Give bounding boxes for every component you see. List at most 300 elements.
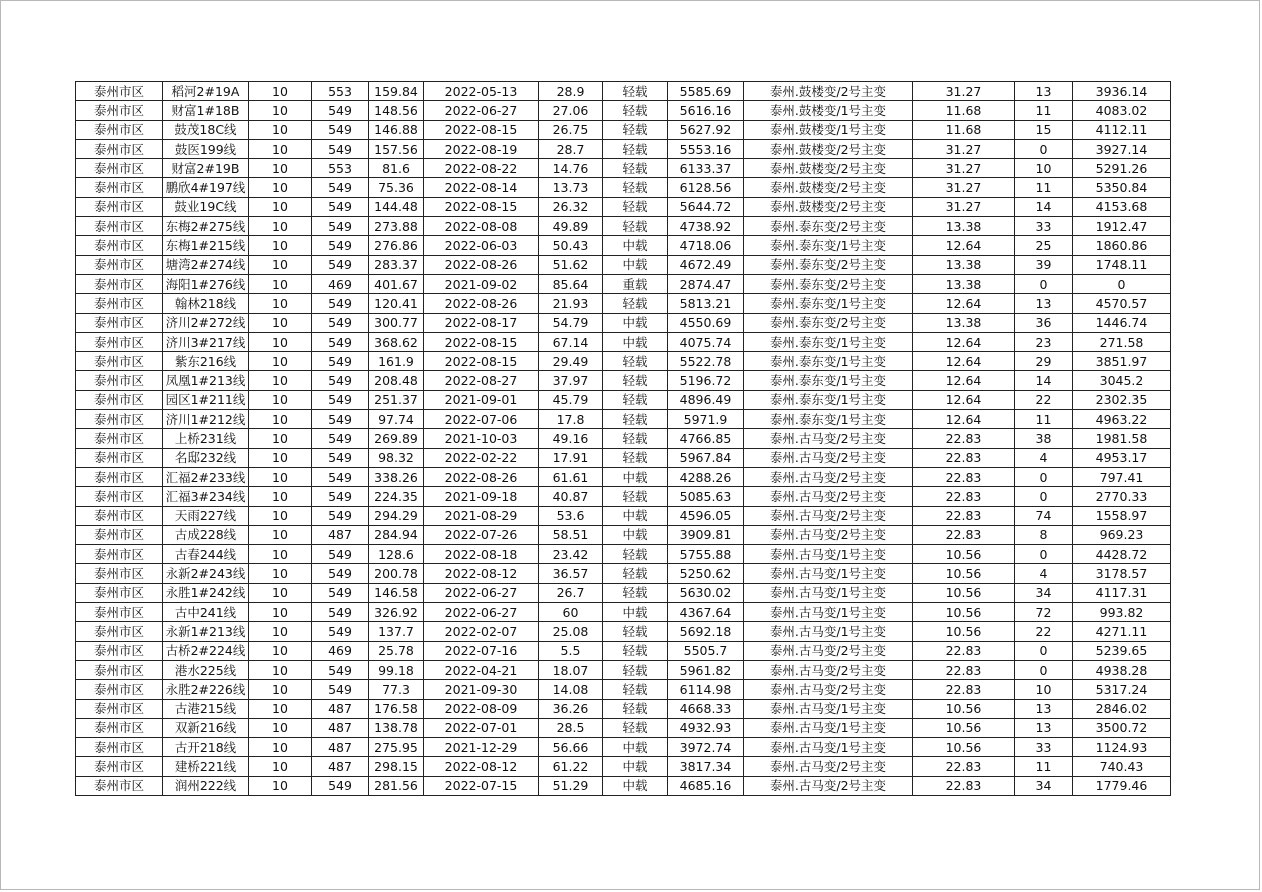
max-load-cell: 128.6: [369, 545, 424, 564]
voltage-cell: 10: [249, 332, 312, 351]
remaining-capacity-cell: 4083.02: [1073, 101, 1171, 120]
transformer-load-rate-cell: 10.56: [913, 603, 1015, 622]
load-status-cell: 轻载: [603, 429, 668, 448]
load-rate-cell: 5.5: [539, 641, 603, 660]
max-load-cell: 251.37: [369, 390, 424, 409]
line-name-cell: 东梅2#275线: [163, 217, 249, 236]
available-capacity-cell: 5644.72: [668, 197, 744, 216]
line-name-cell: 名邸232线: [163, 448, 249, 467]
available-capacity-cell: 3817.34: [668, 757, 744, 776]
date-cell: 2022-08-26: [424, 294, 539, 313]
transformer-cell: 泰州.泰东变/2号主变: [744, 217, 913, 236]
rated-capacity-cell: 487: [312, 525, 369, 544]
remaining-capacity-cell: 5291.26: [1073, 159, 1171, 178]
load-status-cell: 轻载: [603, 178, 668, 197]
count-cell: 25: [1015, 236, 1073, 255]
load-status-cell: 轻载: [603, 101, 668, 120]
table-row: [76, 641, 1171, 660]
load-rate-cell: 17.91: [539, 448, 603, 467]
remaining-capacity-cell: 1981.58: [1073, 429, 1171, 448]
max-load-cell: 144.48: [369, 197, 424, 216]
transformer-load-rate-cell: 10.56: [913, 738, 1015, 757]
remaining-capacity-cell: 1860.86: [1073, 236, 1171, 255]
table-row: [76, 313, 1171, 332]
table-row: [76, 660, 1171, 679]
load-status-cell: 轻载: [603, 641, 668, 660]
available-capacity-cell: 5755.88: [668, 545, 744, 564]
date-cell: 2022-06-27: [424, 583, 539, 602]
transformer-load-rate-cell: 10.56: [913, 545, 1015, 564]
transformer-cell: 泰州.古马变/1号主变: [744, 545, 913, 564]
region-cell: 泰州市区: [76, 82, 163, 101]
available-capacity-cell: 5250.62: [668, 564, 744, 583]
load-rate-cell: 27.06: [539, 101, 603, 120]
rated-capacity-cell: 553: [312, 159, 369, 178]
transformer-load-rate-cell: 22.83: [913, 776, 1015, 795]
load-status-cell: 轻载: [603, 352, 668, 371]
available-capacity-cell: 6133.37: [668, 159, 744, 178]
date-cell: 2021-08-29: [424, 506, 539, 525]
voltage-cell: 10: [249, 217, 312, 236]
remaining-capacity-cell: 1446.74: [1073, 313, 1171, 332]
region-cell: 泰州市区: [76, 429, 163, 448]
line-name-cell: 园区1#211线: [163, 390, 249, 409]
transformer-cell: 泰州.古马变/1号主变: [744, 718, 913, 737]
load-status-cell: 中载: [603, 332, 668, 351]
voltage-cell: 10: [249, 429, 312, 448]
line-name-cell: 东梅1#215线: [163, 236, 249, 255]
table-row: [76, 120, 1171, 139]
max-load-cell: 81.6: [369, 159, 424, 178]
region-cell: 泰州市区: [76, 738, 163, 757]
region-cell: 泰州市区: [76, 583, 163, 602]
max-load-cell: 146.58: [369, 583, 424, 602]
table-row: [76, 487, 1171, 506]
date-cell: 2022-08-12: [424, 757, 539, 776]
voltage-cell: 10: [249, 583, 312, 602]
remaining-capacity-cell: 4953.17: [1073, 448, 1171, 467]
date-cell: 2022-07-26: [424, 525, 539, 544]
load-rate-cell: 28.9: [539, 82, 603, 101]
transformer-load-rate-cell: 22.83: [913, 467, 1015, 486]
available-capacity-cell: 6114.98: [668, 680, 744, 699]
table-row: [76, 274, 1171, 293]
rated-capacity-cell: 549: [312, 255, 369, 274]
region-cell: 泰州市区: [76, 294, 163, 313]
line-name-cell: 天雨227线: [163, 506, 249, 525]
count-cell: 8: [1015, 525, 1073, 544]
count-cell: 13: [1015, 718, 1073, 737]
line-name-cell: 永胜2#226线: [163, 680, 249, 699]
count-cell: 14: [1015, 197, 1073, 216]
max-load-cell: 284.94: [369, 525, 424, 544]
load-status-cell: 轻载: [603, 82, 668, 101]
load-rate-cell: 49.16: [539, 429, 603, 448]
max-load-cell: 300.77: [369, 313, 424, 332]
remaining-capacity-cell: 3851.97: [1073, 352, 1171, 371]
transformer-load-rate-cell: 22.83: [913, 487, 1015, 506]
table-row: [76, 352, 1171, 371]
transformer-load-rate-cell: 12.64: [913, 390, 1015, 409]
load-status-cell: 轻载: [603, 371, 668, 390]
remaining-capacity-cell: 4570.57: [1073, 294, 1171, 313]
load-rate-cell: 49.89: [539, 217, 603, 236]
date-cell: 2022-08-19: [424, 139, 539, 158]
available-capacity-cell: 3972.74: [668, 738, 744, 757]
remaining-capacity-cell: 3045.2: [1073, 371, 1171, 390]
voltage-cell: 10: [249, 313, 312, 332]
available-capacity-cell: 4672.49: [668, 255, 744, 274]
max-load-cell: 298.15: [369, 757, 424, 776]
table-row: [76, 603, 1171, 622]
rated-capacity-cell: 549: [312, 120, 369, 139]
date-cell: 2022-06-03: [424, 236, 539, 255]
transformer-load-rate-cell: 10.56: [913, 699, 1015, 718]
voltage-cell: 10: [249, 738, 312, 757]
available-capacity-cell: 5630.02: [668, 583, 744, 602]
count-cell: 11: [1015, 757, 1073, 776]
table-row: [76, 197, 1171, 216]
transformer-cell: 泰州.鼓楼变/2号主变: [744, 82, 913, 101]
load-rate-cell: 26.7: [539, 583, 603, 602]
remaining-capacity-cell: 5317.24: [1073, 680, 1171, 699]
max-load-cell: 157.56: [369, 139, 424, 158]
load-rate-cell: 54.79: [539, 313, 603, 332]
max-load-cell: 276.86: [369, 236, 424, 255]
remaining-capacity-cell: 1748.11: [1073, 255, 1171, 274]
max-load-cell: 77.3: [369, 680, 424, 699]
line-name-cell: 古成228线: [163, 525, 249, 544]
region-cell: 泰州市区: [76, 718, 163, 737]
remaining-capacity-cell: 1124.93: [1073, 738, 1171, 757]
table-row: [76, 467, 1171, 486]
available-capacity-cell: 5085.63: [668, 487, 744, 506]
max-load-cell: 338.26: [369, 467, 424, 486]
line-name-cell: 古港215线: [163, 699, 249, 718]
rated-capacity-cell: 549: [312, 101, 369, 120]
rated-capacity-cell: 549: [312, 487, 369, 506]
line-name-cell: 鼓医199线: [163, 139, 249, 158]
max-load-cell: 137.7: [369, 622, 424, 641]
table-row: [76, 159, 1171, 178]
date-cell: 2022-08-14: [424, 178, 539, 197]
line-name-cell: 古春244线: [163, 545, 249, 564]
line-name-cell: 鹏欣4#197线: [163, 178, 249, 197]
load-status-cell: 轻载: [603, 294, 668, 313]
remaining-capacity-cell: 3927.14: [1073, 139, 1171, 158]
table-row: [76, 525, 1171, 544]
load-rate-cell: 67.14: [539, 332, 603, 351]
load-rate-cell: 36.57: [539, 564, 603, 583]
voltage-cell: 10: [249, 197, 312, 216]
rated-capacity-cell: 549: [312, 178, 369, 197]
load-rate-cell: 26.75: [539, 120, 603, 139]
line-name-cell: 古桥2#224线: [163, 641, 249, 660]
remaining-capacity-cell: 2846.02: [1073, 699, 1171, 718]
available-capacity-cell: 4596.05: [668, 506, 744, 525]
available-capacity-cell: 5961.82: [668, 660, 744, 679]
transformer-load-rate-cell: 22.83: [913, 448, 1015, 467]
available-capacity-cell: 5971.9: [668, 410, 744, 429]
max-load-cell: 294.29: [369, 506, 424, 525]
region-cell: 泰州市区: [76, 332, 163, 351]
available-capacity-cell: 5553.16: [668, 139, 744, 158]
load-status-cell: 重载: [603, 274, 668, 293]
date-cell: 2022-08-09: [424, 699, 539, 718]
rated-capacity-cell: 549: [312, 776, 369, 795]
load-rate-cell: 17.8: [539, 410, 603, 429]
rated-capacity-cell: 549: [312, 217, 369, 236]
available-capacity-cell: 3909.81: [668, 525, 744, 544]
count-cell: 33: [1015, 217, 1073, 236]
load-status-cell: 中载: [603, 525, 668, 544]
load-status-cell: 轻载: [603, 448, 668, 467]
table-row: [76, 738, 1171, 757]
line-name-cell: 济川2#272线: [163, 313, 249, 332]
available-capacity-cell: 5967.84: [668, 448, 744, 467]
transformer-cell: 泰州.泰东变/1号主变: [744, 371, 913, 390]
transformer-cell: 泰州.古马变/1号主变: [744, 603, 913, 622]
voltage-cell: 10: [249, 525, 312, 544]
transformer-load-rate-cell: 13.38: [913, 313, 1015, 332]
max-load-cell: 273.88: [369, 217, 424, 236]
available-capacity-cell: 4932.93: [668, 718, 744, 737]
load-rate-cell: 60: [539, 603, 603, 622]
table-row: [76, 178, 1171, 197]
table-row: [76, 776, 1171, 795]
voltage-cell: 10: [249, 622, 312, 641]
voltage-cell: 10: [249, 352, 312, 371]
available-capacity-cell: 4896.49: [668, 390, 744, 409]
transformer-cell: 泰州.古马变/2号主变: [744, 525, 913, 544]
line-name-cell: 济川3#217线: [163, 332, 249, 351]
load-status-cell: 轻载: [603, 217, 668, 236]
load-status-cell: 轻载: [603, 622, 668, 641]
remaining-capacity-cell: 3500.72: [1073, 718, 1171, 737]
date-cell: 2022-02-07: [424, 622, 539, 641]
max-load-cell: 98.32: [369, 448, 424, 467]
table-row: [76, 255, 1171, 274]
load-rate-cell: 51.62: [539, 255, 603, 274]
transformer-load-rate-cell: 12.64: [913, 352, 1015, 371]
load-rate-cell: 26.32: [539, 197, 603, 216]
transformer-cell: 泰州.古马变/2号主变: [744, 641, 913, 660]
load-status-cell: 轻载: [603, 159, 668, 178]
rated-capacity-cell: 549: [312, 236, 369, 255]
transformer-load-rate-cell: 31.27: [913, 197, 1015, 216]
transformer-cell: 泰州.泰东变/2号主变: [744, 274, 913, 293]
load-rate-cell: 25.08: [539, 622, 603, 641]
region-cell: 泰州市区: [76, 660, 163, 679]
transformer-cell: 泰州.古马变/2号主变: [744, 776, 913, 795]
load-status-cell: 中载: [603, 603, 668, 622]
remaining-capacity-cell: 1558.97: [1073, 506, 1171, 525]
transformer-cell: 泰州.古马变/2号主变: [744, 448, 913, 467]
region-cell: 泰州市区: [76, 390, 163, 409]
remaining-capacity-cell: 1779.46: [1073, 776, 1171, 795]
available-capacity-cell: 5692.18: [668, 622, 744, 641]
load-status-cell: 轻载: [603, 583, 668, 602]
line-name-cell: 财富2#19B: [163, 159, 249, 178]
table-row: [76, 506, 1171, 525]
max-load-cell: 200.78: [369, 564, 424, 583]
available-capacity-cell: 5522.78: [668, 352, 744, 371]
remaining-capacity-cell: 2770.33: [1073, 487, 1171, 506]
date-cell: 2021-12-29: [424, 738, 539, 757]
count-cell: 14: [1015, 371, 1073, 390]
transformer-load-rate-cell: 10.56: [913, 718, 1015, 737]
load-rate-cell: 45.79: [539, 390, 603, 409]
date-cell: 2022-08-08: [424, 217, 539, 236]
region-cell: 泰州市区: [76, 545, 163, 564]
rated-capacity-cell: 549: [312, 564, 369, 583]
voltage-cell: 10: [249, 448, 312, 467]
remaining-capacity-cell: 969.23: [1073, 525, 1171, 544]
max-load-cell: 275.95: [369, 738, 424, 757]
table-row: [76, 448, 1171, 467]
line-name-cell: 塘湾2#274线: [163, 255, 249, 274]
voltage-cell: 10: [249, 487, 312, 506]
region-cell: 泰州市区: [76, 120, 163, 139]
rated-capacity-cell: 549: [312, 352, 369, 371]
voltage-cell: 10: [249, 178, 312, 197]
rated-capacity-cell: 549: [312, 313, 369, 332]
transformer-cell: 泰州.鼓楼变/1号主变: [744, 101, 913, 120]
data-table: [75, 81, 1171, 796]
table-row: [76, 236, 1171, 255]
available-capacity-cell: 2874.47: [668, 274, 744, 293]
table-row: [76, 429, 1171, 448]
count-cell: 4: [1015, 564, 1073, 583]
max-load-cell: 176.58: [369, 699, 424, 718]
date-cell: 2022-08-15: [424, 120, 539, 139]
table-row: [76, 545, 1171, 564]
region-cell: 泰州市区: [76, 217, 163, 236]
count-cell: 10: [1015, 159, 1073, 178]
voltage-cell: 10: [249, 660, 312, 679]
transformer-load-rate-cell: 10.56: [913, 564, 1015, 583]
line-name-cell: 建桥221线: [163, 757, 249, 776]
line-name-cell: 永胜1#242线: [163, 583, 249, 602]
count-cell: 22: [1015, 622, 1073, 641]
remaining-capacity-cell: 2302.35: [1073, 390, 1171, 409]
transformer-cell: 泰州.鼓楼变/2号主变: [744, 139, 913, 158]
transformer-cell: 泰州.古马变/2号主变: [744, 506, 913, 525]
table-row: [76, 371, 1171, 390]
transformer-cell: 泰州.古马变/2号主变: [744, 660, 913, 679]
transformer-load-rate-cell: 12.64: [913, 332, 1015, 351]
max-load-cell: 146.88: [369, 120, 424, 139]
transformer-cell: 泰州.古马变/2号主变: [744, 757, 913, 776]
date-cell: 2022-08-18: [424, 545, 539, 564]
count-cell: 34: [1015, 776, 1073, 795]
transformer-load-rate-cell: 22.83: [913, 757, 1015, 776]
region-cell: 泰州市区: [76, 352, 163, 371]
available-capacity-cell: 5505.7: [668, 641, 744, 660]
rated-capacity-cell: 549: [312, 139, 369, 158]
available-capacity-cell: 4766.85: [668, 429, 744, 448]
load-status-cell: 轻载: [603, 197, 668, 216]
transformer-cell: 泰州.鼓楼变/2号主变: [744, 178, 913, 197]
line-name-cell: 翰林218线: [163, 294, 249, 313]
date-cell: 2022-06-27: [424, 603, 539, 622]
region-cell: 泰州市区: [76, 487, 163, 506]
count-cell: 23: [1015, 332, 1073, 351]
remaining-capacity-cell: 0: [1073, 274, 1171, 293]
count-cell: 15: [1015, 120, 1073, 139]
table-row: [76, 622, 1171, 641]
rated-capacity-cell: 549: [312, 371, 369, 390]
voltage-cell: 10: [249, 718, 312, 737]
remaining-capacity-cell: 993.82: [1073, 603, 1171, 622]
rated-capacity-cell: 549: [312, 390, 369, 409]
available-capacity-cell: 4685.16: [668, 776, 744, 795]
load-rate-cell: 61.22: [539, 757, 603, 776]
rated-capacity-cell: 487: [312, 718, 369, 737]
date-cell: 2022-07-01: [424, 718, 539, 737]
region-cell: 泰州市区: [76, 467, 163, 486]
line-name-cell: 永新2#243线: [163, 564, 249, 583]
region-cell: 泰州市区: [76, 139, 163, 158]
available-capacity-cell: 4075.74: [668, 332, 744, 351]
load-rate-cell: 23.42: [539, 545, 603, 564]
count-cell: 39: [1015, 255, 1073, 274]
voltage-cell: 10: [249, 410, 312, 429]
max-load-cell: 25.78: [369, 641, 424, 660]
date-cell: 2022-08-17: [424, 313, 539, 332]
voltage-cell: 10: [249, 236, 312, 255]
region-cell: 泰州市区: [76, 776, 163, 795]
transformer-cell: 泰州.古马变/2号主变: [744, 429, 913, 448]
remaining-capacity-cell: 797.41: [1073, 467, 1171, 486]
count-cell: 11: [1015, 178, 1073, 197]
region-cell: 泰州市区: [76, 448, 163, 467]
load-status-cell: 中载: [603, 255, 668, 274]
load-status-cell: 中载: [603, 757, 668, 776]
region-cell: 泰州市区: [76, 197, 163, 216]
voltage-cell: 10: [249, 641, 312, 660]
voltage-cell: 10: [249, 101, 312, 120]
transformer-load-rate-cell: 12.64: [913, 236, 1015, 255]
line-name-cell: 凤凰1#213线: [163, 371, 249, 390]
line-name-cell: 鼓茂18C线: [163, 120, 249, 139]
remaining-capacity-cell: 271.58: [1073, 332, 1171, 351]
date-cell: 2021-09-30: [424, 680, 539, 699]
transformer-load-rate-cell: 22.83: [913, 680, 1015, 699]
transformer-cell: 泰州.古马变/2号主变: [744, 680, 913, 699]
load-rate-cell: 28.5: [539, 718, 603, 737]
voltage-cell: 10: [249, 545, 312, 564]
count-cell: 33: [1015, 738, 1073, 757]
table-row: [76, 294, 1171, 313]
date-cell: 2022-06-27: [424, 101, 539, 120]
line-name-cell: 上桥231线: [163, 429, 249, 448]
available-capacity-cell: 5196.72: [668, 371, 744, 390]
region-cell: 泰州市区: [76, 757, 163, 776]
count-cell: 13: [1015, 82, 1073, 101]
voltage-cell: 10: [249, 390, 312, 409]
transformer-load-rate-cell: 11.68: [913, 120, 1015, 139]
load-status-cell: 中载: [603, 738, 668, 757]
remaining-capacity-cell: 4271.11: [1073, 622, 1171, 641]
max-load-cell: 208.48: [369, 371, 424, 390]
load-status-cell: 轻载: [603, 680, 668, 699]
rated-capacity-cell: 469: [312, 641, 369, 660]
transformer-cell: 泰州.古马变/2号主变: [744, 467, 913, 486]
line-name-cell: 海阳1#276线: [163, 274, 249, 293]
remaining-capacity-cell: 3936.14: [1073, 82, 1171, 101]
region-cell: 泰州市区: [76, 101, 163, 120]
